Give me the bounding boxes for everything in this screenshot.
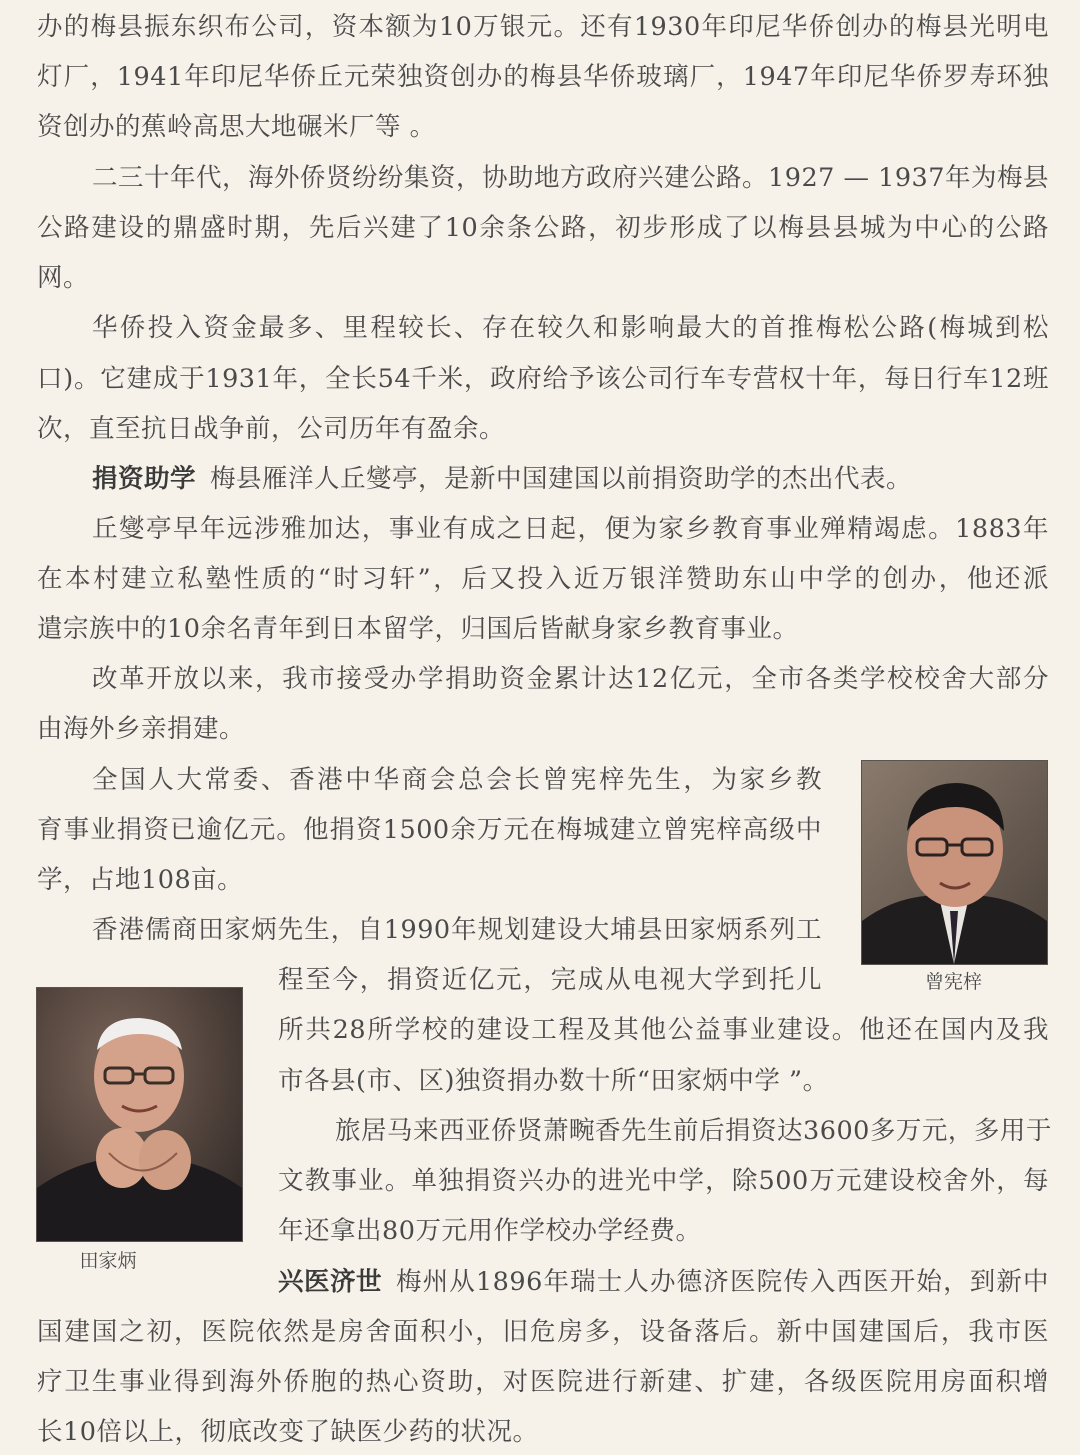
text-line: 学，占地108亩。 [37,865,244,895]
section-line [92,464,912,494]
text-line: 所共28所学校的建设工程及其他公益事业建设。他还在国内及我 [278,1015,1049,1045]
text-line: 在本村建立私塾性质的“时习轩”，后又投入近万银洋赞助东山中学的创办，他还派 [37,564,1049,594]
portrait-tian-image [37,988,242,1241]
text-line: 程至今，捐资近亿元，完成从电视大学到托儿 [278,965,822,995]
text-line: 公路建设的鼎盛时期，先后兴建了10余条公路，初步形成了以梅县县城为中心的公路 [37,213,1049,243]
text-line: 年还拿出80万元用作学校办学经费。 [278,1216,702,1246]
text-line: 全国人大常委、香港中华商会总会长曾宪梓先生，为家乡教 [92,765,822,795]
text-line: 旅居马来西亚侨贤萧畹香先生前后捐资达3600多万元，多用于 [335,1116,1052,1146]
text-line: 办的梅县振东织布公司，资本额为10万银元。还有1930年印尼华侨创办的梅县光明电 [37,12,1049,42]
photo-caption-zeng: 曾宪梓 [924,971,982,993]
portrait-zeng-image [862,761,1047,964]
text-line: 文教事业。单独捐资兴办的进光中学，除500万元建设校舍外，每 [278,1166,1049,1196]
text-line: 育事业捐资已逾亿元。他捐资1500余万元在梅城建立曾宪梓高级中 [37,815,822,845]
section-heading: 兴医济世 [278,1267,383,1297]
text-run: 梅县雁洋人丘燮亭，是新中国建国以前捐资助学的杰出代表。 [210,464,913,494]
photo-caption-tian: 田家炳 [79,1250,137,1272]
portrait-photo-tian [36,987,243,1242]
text-line: 华侨投入资金最多、里程较长、存在较久和影响最大的首推梅松公路(梅城到松 [92,313,1049,343]
text-line: 市各县(市、区)独资捐办数十所“田家炳中学 ”。 [278,1066,829,1096]
text-run: 梅州从1896年瑞士人办德济医院传入西医开始，到新中 [396,1267,1049,1297]
text-line: 疗卫生事业得到海外侨胞的热心资助，对医院进行新建、扩建，各级医院用房面积增 [37,1367,1049,1397]
section-line [278,1267,1049,1297]
text-line: 丘燮亭早年远涉雅加达，事业有成之日起，便为家乡教育事业殚精竭虑。1883年 [92,514,1049,544]
text-line: 灯厂，1941年印尼华侨丘元荣独资创办的梅县华侨玻璃厂，1947年印尼华侨罗寿环独 [37,62,1049,92]
text-line: 资创办的蕉岭高思大地碾米厂等 。 [37,112,436,142]
text-line: 香港儒商田家炳先生，自1990年规划建设大埔县田家炳系列工 [92,915,822,945]
text-line: 由海外乡亲捐建。 [37,714,246,744]
text-line: 长10倍以上，彻底改变了缺医少药的状况。 [37,1417,539,1447]
text-line: 改革开放以来，我市接受办学捐助资金累计达12亿元，全市各类学校校舍大部分 [92,664,1049,694]
text-line: 二三十年代，海外侨贤纷纷集资，协助地方政府兴建公路。1927 — 1937年为梅县 [92,163,1050,193]
text-line: 口)。它建成于1931年，全长54千米，政府给予该公司行车专营权十年，每日行车12班 [37,364,1049,394]
section-heading: 捐资助学 [92,464,197,494]
text-line: 遣宗族中的10余名青年到日本留学，归国后皆献身家乡教育事业。 [37,614,799,644]
text-line: 网。 [37,263,90,293]
text-line: 次，直至抗日战争前，公司历年有盈余。 [37,414,506,444]
text-line: 国建国之初，医院依然是房舍面积小，旧危房多，设备落后。新中国建国后，我市医 [37,1317,1049,1347]
portrait-photo-zeng [861,760,1048,965]
